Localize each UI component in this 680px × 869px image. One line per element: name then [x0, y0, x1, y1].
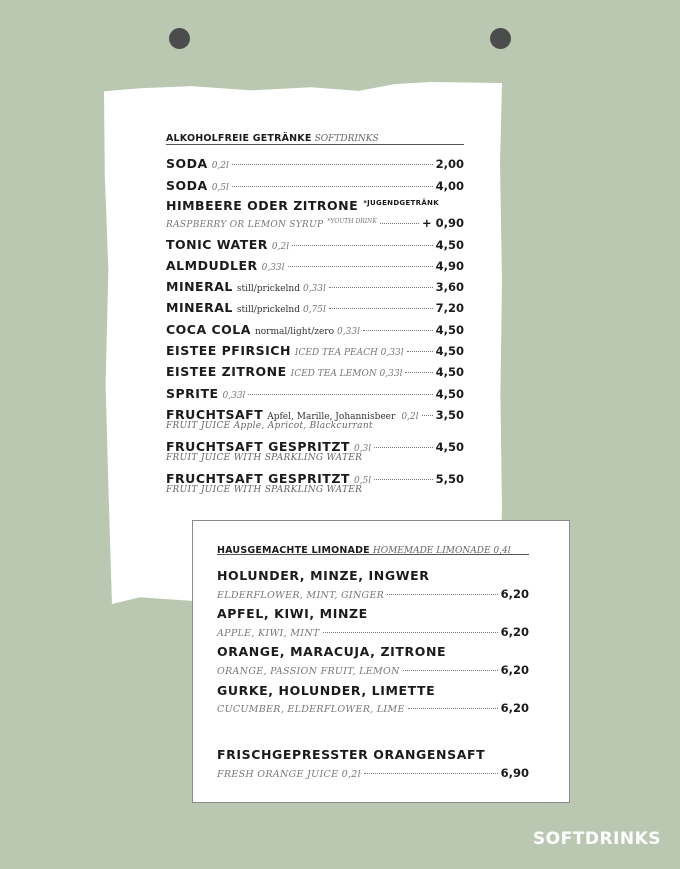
menu-item: ALMDUDLER 0,33l 4,90 [166, 258, 464, 273]
menu-item-subline: FRUIT JUICE WITH SPARKLING WATER [166, 453, 363, 463]
menu-item-subline: RASPBERRY OR LEMON SYRUP *YOUTH DRINK + 0,90 [166, 216, 464, 230]
limonade-name: HOLUNDER, MINZE, INGWER [217, 568, 430, 583]
menu-item: EISTEE ZITRONE ICED TEA LEMON 0,33l 4,50 [166, 364, 464, 379]
menu-item-subline: FRUIT JUICE WITH SPARKLING WATER [166, 485, 363, 495]
menu-item: TONIC WATER 0,2l 4,50 [166, 237, 464, 252]
menu-item: FRUCHTSAFT GESPRITZT 0,5l 5,50 [166, 471, 464, 486]
limonade-desc-row: ORANGE, PASSION FRUIT, LEMON 6,20 [217, 663, 529, 677]
menu-item: SPRITE 0,33l 4,50 [166, 386, 464, 401]
orangensaft-name: FRISCHGEPRESSTER ORANGENSAFT [217, 747, 486, 762]
menu-item: MINERAL still/prickelnd 0,33l 3,60 [166, 279, 464, 294]
limonade-name: APFEL, KIWI, MINZE [217, 606, 368, 621]
limonade-desc-row: APPLE, KIWI, MINT 6,20 [217, 625, 529, 639]
menu-item-subline: FRUIT JUICE Apple, Apricot, Blackcurrant [166, 421, 373, 431]
menu-item: SODA 0,5l 4,00 [166, 178, 464, 193]
menu-item: HIMBEERE ODER ZITRONE *JUGENDGETRÄNK [166, 198, 439, 213]
menu-item: MINERAL still/prickelnd 0,75l 7,20 [166, 300, 464, 315]
category-label: SOFTDRINKS [532, 829, 661, 849]
section-header: ALKOHOLFREIE GETRÄNKE SOFTDRINKS [166, 126, 464, 145]
menu-item: FRUCHTSAFT GESPRITZT 0,3l 4,50 [166, 439, 464, 454]
limonade-desc-row: CUCUMBER, ELDERFLOWER, LIME 6,20 [217, 701, 529, 715]
pin-left [169, 28, 190, 49]
menu-item: FRUCHTSAFT Apfel, Marille, Johannisbeer 0,2l 3,50 [166, 407, 464, 422]
limonade-desc-row: ELDERFLOWER, MINT, GINGER 6,20 [217, 587, 529, 601]
orangensaft-desc-row: FRESH ORANGE JUICE 0,2l 6,90 [217, 766, 529, 780]
menu-item: SODA 0,2l 2,00 [166, 156, 464, 171]
menu-item: EISTEE PFIRSICH ICED TEA PEACH 0,33l 4,50 [166, 343, 464, 358]
limonade-name: GURKE, HOLUNDER, LIMETTE [217, 683, 436, 698]
pin-right [490, 28, 511, 49]
menu-item: COCA COLA normal/light/zero 0,33l 4,50 [166, 322, 464, 337]
section-header: HAUSGEMACHTE LIMONADE HOMEMADE LIMONADE 0,4l [217, 538, 529, 555]
limonade-name: ORANGE, MARACUJA, ZITRONE [217, 644, 447, 659]
